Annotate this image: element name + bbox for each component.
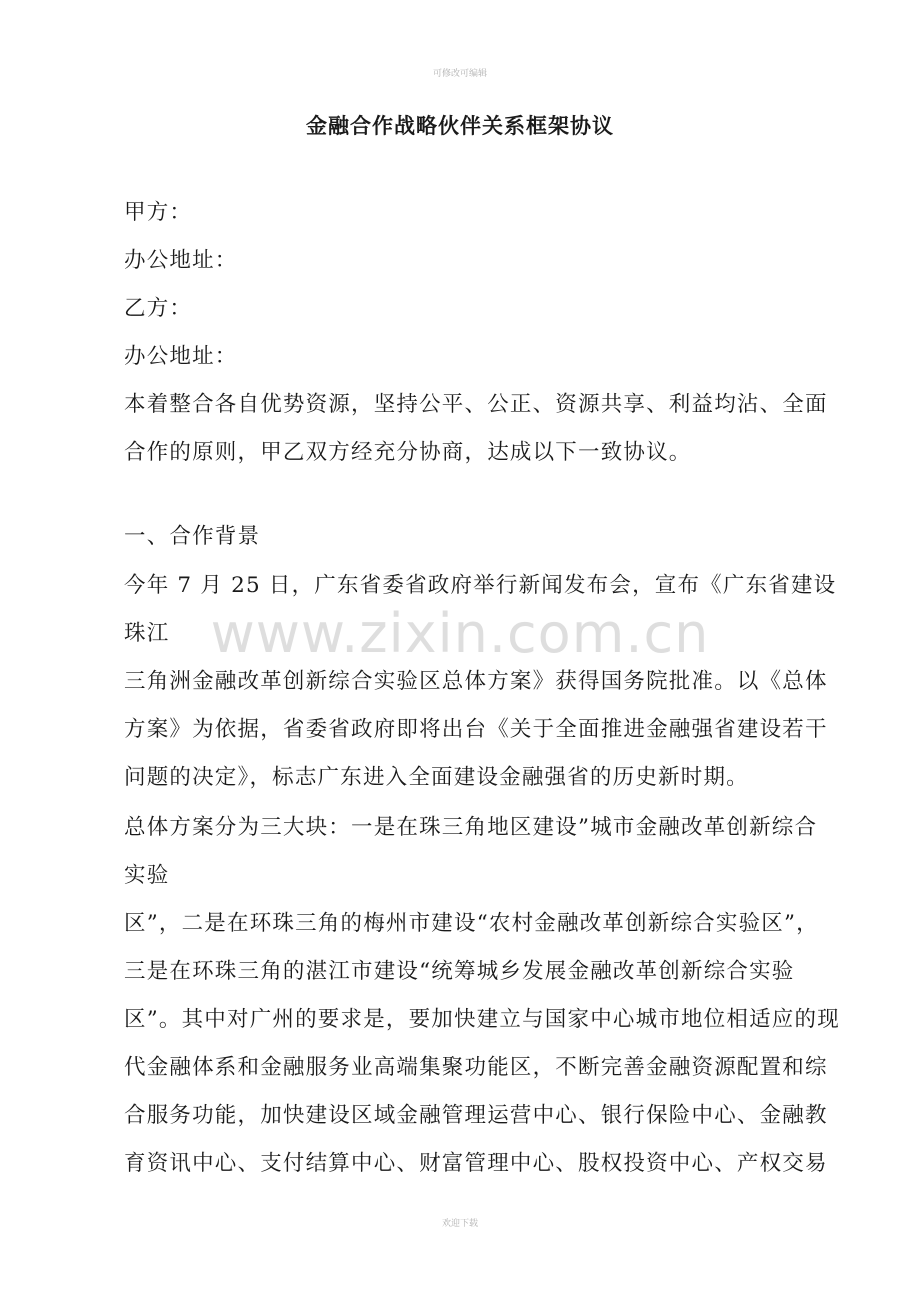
header-note: 可修改可编辑 bbox=[432, 69, 487, 79]
paragraph-line: 总体方案分为三大块：一是在珠三角地区建设”城市金融改革创新综合 bbox=[124, 815, 818, 840]
paragraph-line: 代金融体系和金融服务业高端集聚功能区，不断完善金融资源配置和综 bbox=[124, 1055, 828, 1080]
document-title: 金融合作战略伙伴关系框架协议 bbox=[306, 113, 614, 138]
party-a-address-label: 办公地址： bbox=[124, 248, 238, 273]
paragraph-line: 问题的决定》，标志广东进入全面建设金融强省的历史新时期。 bbox=[124, 765, 749, 790]
paragraph-line: 珠江 bbox=[124, 621, 170, 646]
watermark: www.zixin.com.cn bbox=[210, 602, 710, 665]
paragraph-line: 三是在环珠三角的湛江市建设“统筹城乡发展金融改革创新综合实验 bbox=[124, 959, 795, 984]
paragraph-line: 方案》为依据，省委省政府即将出台《关于全面推进金融强省建设若干 bbox=[124, 717, 828, 742]
paragraph-line: 育资讯中心、支付结算中心、财富管理中心、股权投资中心、产权交易 bbox=[124, 1151, 828, 1176]
footer-note: 欢迎下载 bbox=[441, 1219, 478, 1229]
paragraph-line: 本着整合各自优势资源，坚持公平、公正、资源共享、利益均沾、全面 bbox=[124, 392, 828, 417]
party-b-label: 乙方： bbox=[124, 296, 193, 321]
paragraph-line: 实验 bbox=[124, 863, 170, 888]
party-a-label: 甲方： bbox=[124, 200, 193, 225]
paragraph-line: 合作的原则，甲乙双方经充分协商，达成以下一致协议。 bbox=[124, 440, 692, 465]
party-b-address-label: 办公地址： bbox=[124, 344, 238, 369]
section-heading: 一、合作背景 bbox=[124, 524, 261, 549]
paragraph-line: 合服务功能，加快建设区域金融管理运营中心、银行保险中心、金融教 bbox=[124, 1103, 828, 1128]
paragraph-line: 区”。其中对广州的要求是，要加快建立与国家中心城市地位相适应的现 bbox=[124, 1007, 840, 1032]
paragraph-line: 区”，二是在环珠三角的梅州市建设“农村金融改革创新综合实验区”， bbox=[124, 911, 819, 936]
paragraph-line: 今年 7 月 25 日，广东省委省政府举行新闻发布会，宣布《广东省建设 bbox=[124, 573, 837, 598]
paragraph-line: 三角洲金融改革创新综合实验区总体方案》获得国务院批准。以《总体 bbox=[124, 669, 828, 694]
